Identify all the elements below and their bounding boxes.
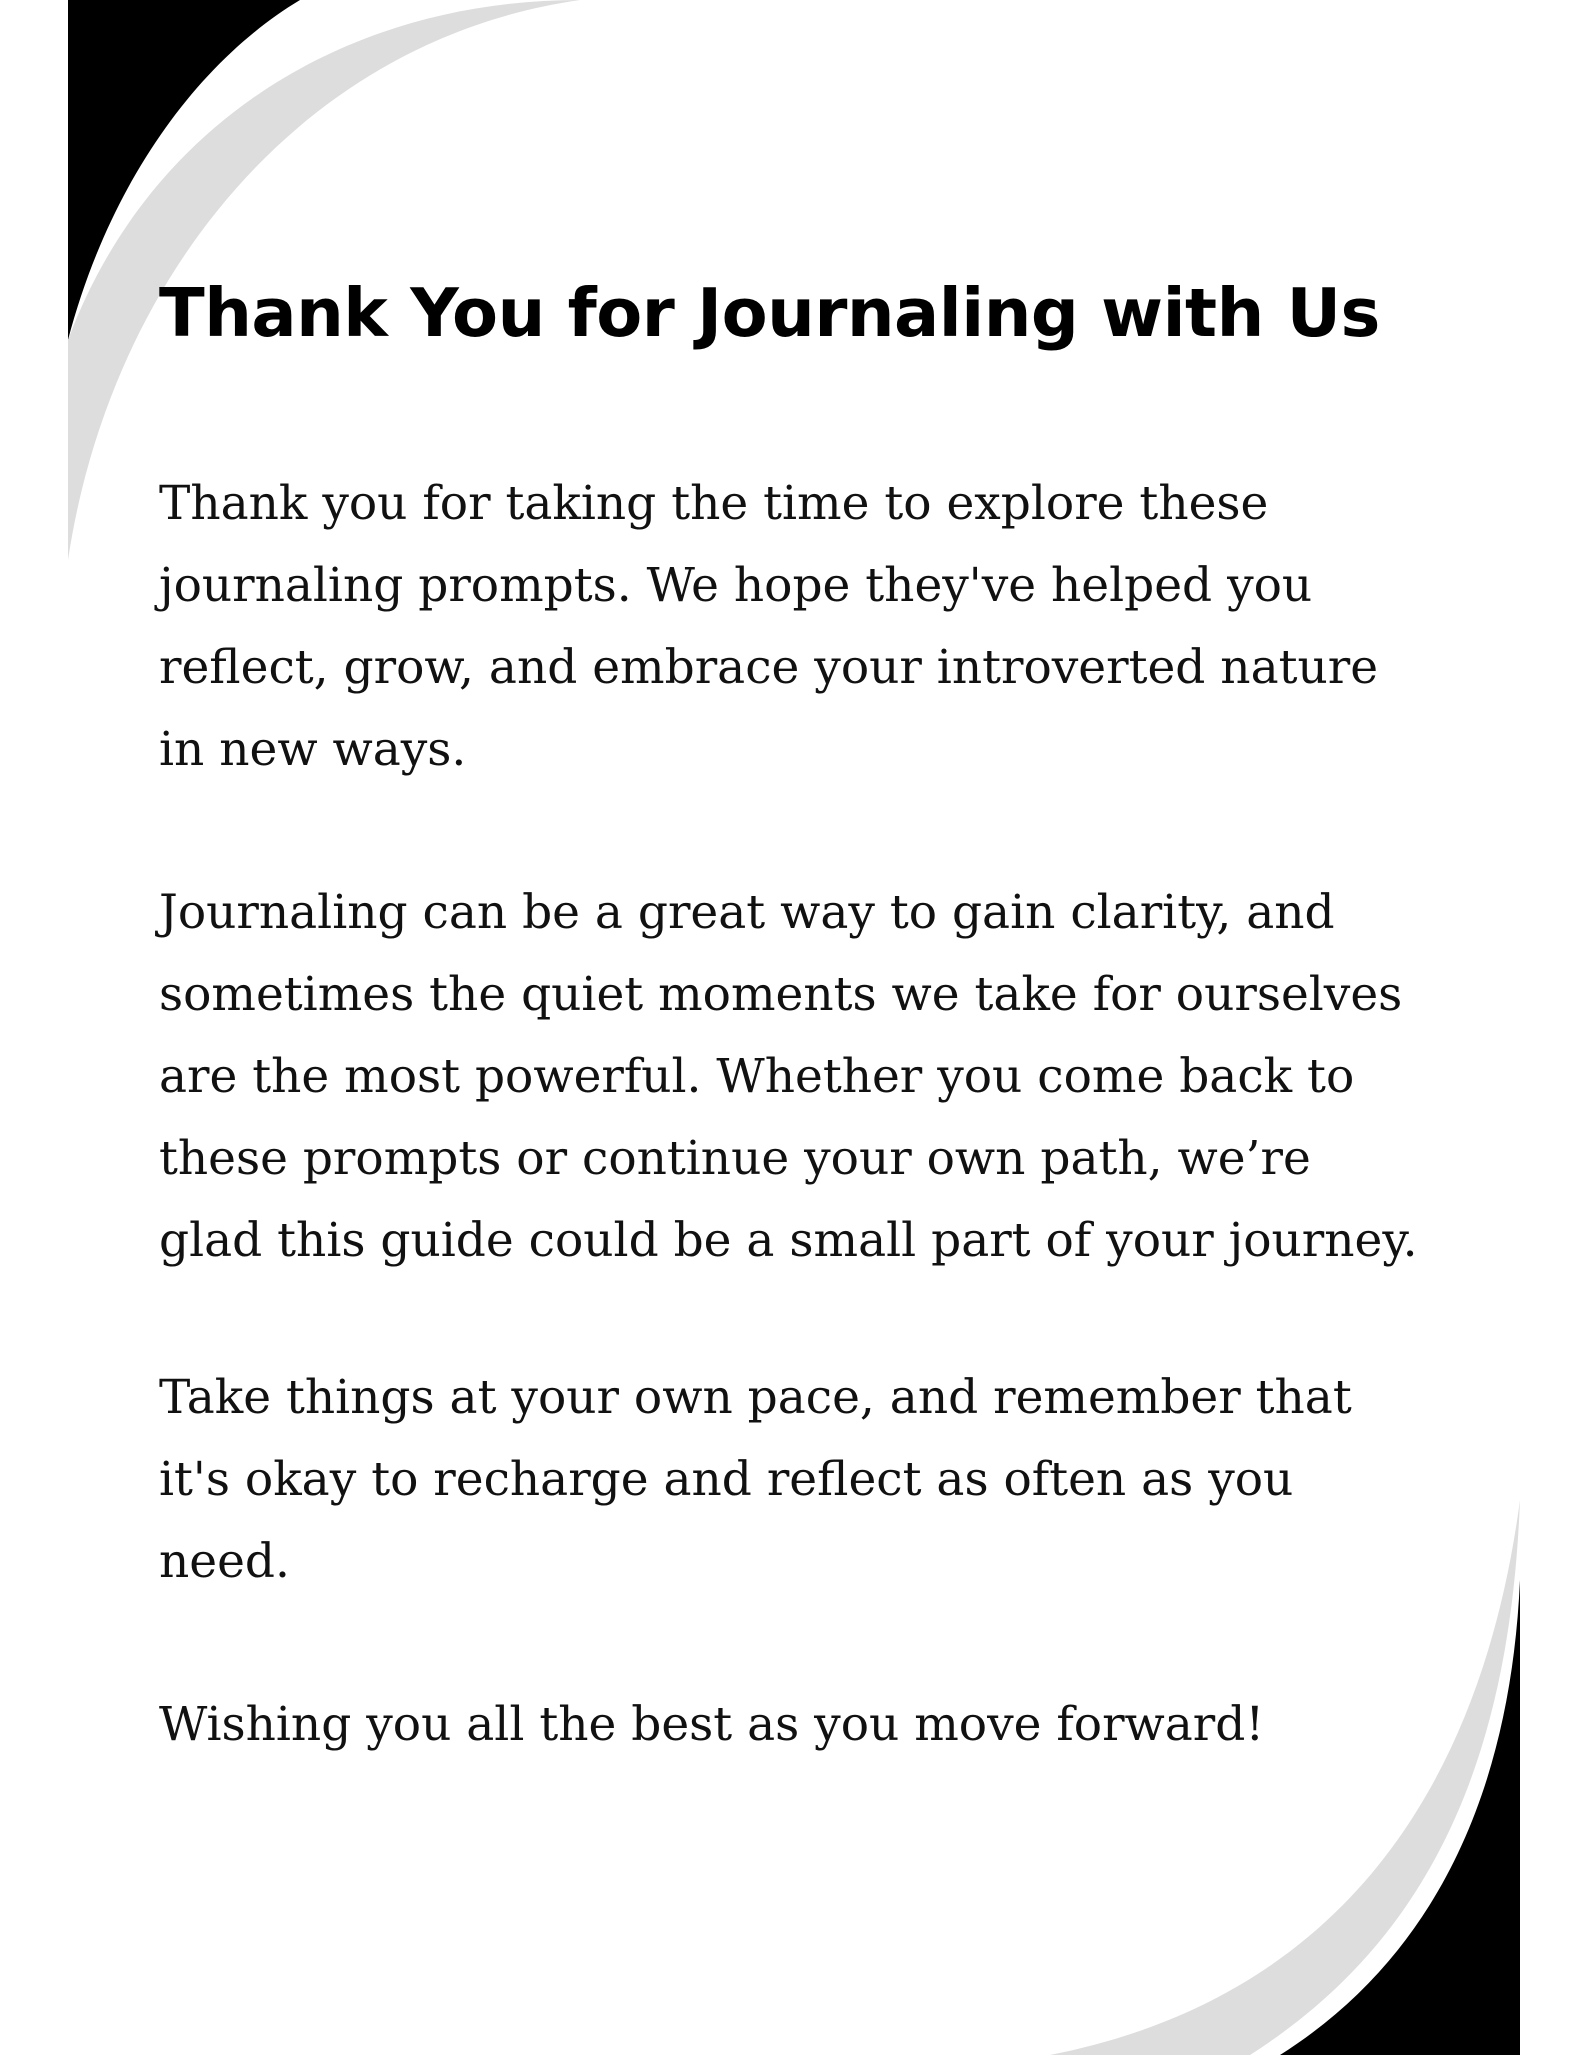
paragraph-own-pace: Take things at your own pace, and remember that it's okay to recharge and reflect as often as you need. — [159, 1370, 1352, 1589]
paragraph-thanks: Thank you for taking the time to explore these journaling prompts. We hope they've helped you reflect, grow, and embrace your introverted nature in new ways. — [159, 476, 1379, 777]
page-title: Thank You for Journaling with Us — [159, 274, 1380, 352]
paragraph-journaling-clarity: Journaling can be a great way to gain clarity, and sometimes the quiet moments we take for ourselves are the most powerful. Whether you come back to these prompts or continue your own path, we’re glad this guide could be a small part of your journey. — [159, 885, 1418, 1268]
paragraph-closing-wish: Wishing you all the best as you move forward! — [159, 1697, 1265, 1752]
